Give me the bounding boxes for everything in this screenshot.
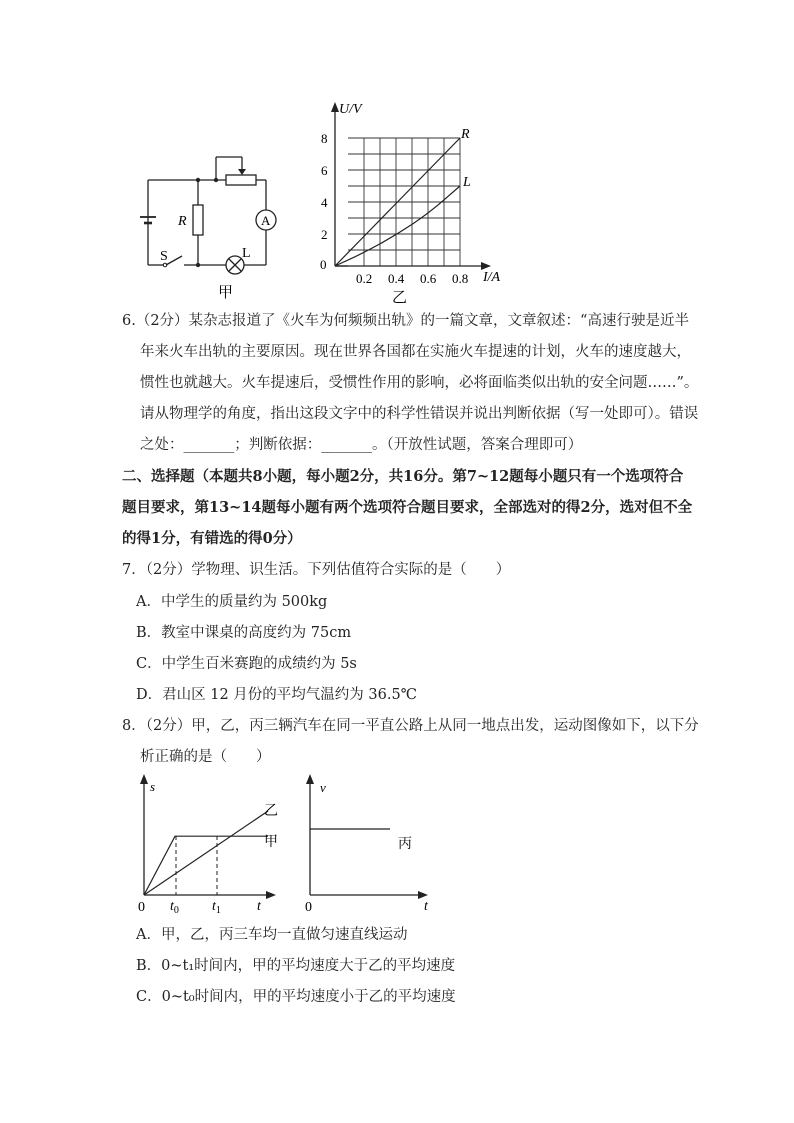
st-x-arrow: [266, 891, 276, 899]
line-yi: [144, 811, 268, 895]
label-bing: 丙: [398, 837, 412, 852]
st-xlabel: t: [257, 899, 261, 914]
ui-graph-grid: [348, 138, 460, 266]
section2-line-2: 题目要求，第13~14题每小题有两个选项符合题目要求，全部选对的得2分，选对但不全: [122, 499, 693, 516]
curve-r-label: R: [461, 127, 470, 142]
ui-graph-y-arrow: [331, 102, 339, 112]
ui-graph-origin: 0: [320, 257, 327, 272]
ui-xtick-0.2: 0.2: [356, 271, 373, 286]
q6-line-4: 请从物理学的角度，指出这段文字中的科学性错误并说出判断依据（写一处即可）。错误: [140, 406, 699, 422]
curve-l: [335, 186, 460, 266]
q7-stem: 7．（2分）学物理、识生活。下列估值符合实际的是（ ）: [122, 562, 511, 578]
st-ylabel: s: [150, 779, 156, 794]
st-y-arrow: [140, 774, 148, 784]
ui-ytick-4: 4: [321, 195, 328, 210]
q7-option-b: B．教室中课桌的高度约为 75cm: [136, 625, 352, 641]
t0-label: $t_0$: [170, 899, 179, 916]
ui-graph: [315, 98, 515, 308]
q8-stem-line-2: 析正确的是（ ）: [140, 749, 271, 765]
vt-x-arrow: [418, 891, 428, 899]
st-graph: [130, 770, 290, 920]
ammeter-label: A: [261, 213, 271, 228]
vt-origin: 0: [305, 900, 312, 915]
vt-xlabel: t: [424, 899, 428, 914]
q6-line-1: 6.（2分）某杂志报道了《火车为何频频出轨》的一篇文章，文章叙述：“高速行驶是近半: [122, 313, 689, 329]
vt-ylabel: v: [320, 780, 326, 795]
ui-graph-ylabel: U/V: [339, 102, 362, 117]
q6-line-2: 年来火车出轨的主要原因。现在世界各国都在实施火车提速的计划，火车的速度越大，: [140, 344, 691, 360]
st-origin: 0: [138, 900, 145, 915]
switch-label: S: [160, 249, 168, 264]
q6-line-5: 之处：_______；判断依据：_______。（开放性试题，答案合理即可）: [140, 437, 583, 453]
ui-xtick-0.8: 0.8: [452, 271, 469, 286]
curve-l-label: L: [463, 175, 471, 190]
vt-graph: [296, 770, 456, 920]
q8-option-a: A．甲，乙，丙三车均一直做匀速直线运动: [136, 927, 408, 943]
ui-ytick-2: 2: [321, 227, 328, 242]
q8-stem-line-1: 8．（2分）甲，乙，丙三辆汽车在同一平直公路上从同一地点出发，运动图像如下，以下分: [122, 718, 699, 734]
q7-option-a: A．中学生的质量约为 500kg: [136, 594, 328, 610]
ui-ytick-8: 8: [321, 131, 328, 146]
section2-line-1: 二、选择题（本题共8小题，每小题2分，共16分。第7~12题每小题只有一个选项符合: [122, 468, 684, 485]
q7-option-d: D．君山区 12 月份的平均气温约为 36.5℃: [136, 687, 417, 703]
circuit-diagram: [130, 145, 280, 305]
line-jia: [144, 836, 268, 895]
ui-xtick-0.4: 0.4: [388, 271, 405, 286]
label-jia: 甲: [264, 835, 278, 850]
section2-line-3: 的得1分，有错选的得0分）: [122, 530, 302, 547]
circuit-caption: 甲: [218, 285, 234, 301]
ui-graph-caption: 乙: [392, 290, 408, 306]
ui-xtick-0.6: 0.6: [420, 271, 437, 286]
q7-option-c: C．中学生百米赛跑的成绩约为 5s: [136, 656, 357, 672]
q8-option-c: C．0~t₀时间内，甲的平均速度小于乙的平均速度: [136, 989, 456, 1005]
q8-option-b: B．0~t₁时间内，甲的平均速度大于乙的平均速度: [136, 958, 456, 974]
vt-y-arrow: [306, 774, 314, 784]
ui-graph-xlabel: I/A: [483, 270, 501, 285]
label-yi: 乙: [264, 804, 278, 819]
lamp-label: L: [242, 246, 251, 261]
ui-ytick-6: 6: [321, 163, 328, 178]
q6-line-3: 惯性也就越大。火车提速后，受惯性作用的影响，必将面临类似出轨的安全问题……”。: [140, 375, 699, 391]
ui-graph-x-arrow: [481, 262, 491, 270]
t1-label: $t_1$: [212, 899, 221, 916]
resistor-label: R: [178, 214, 187, 229]
